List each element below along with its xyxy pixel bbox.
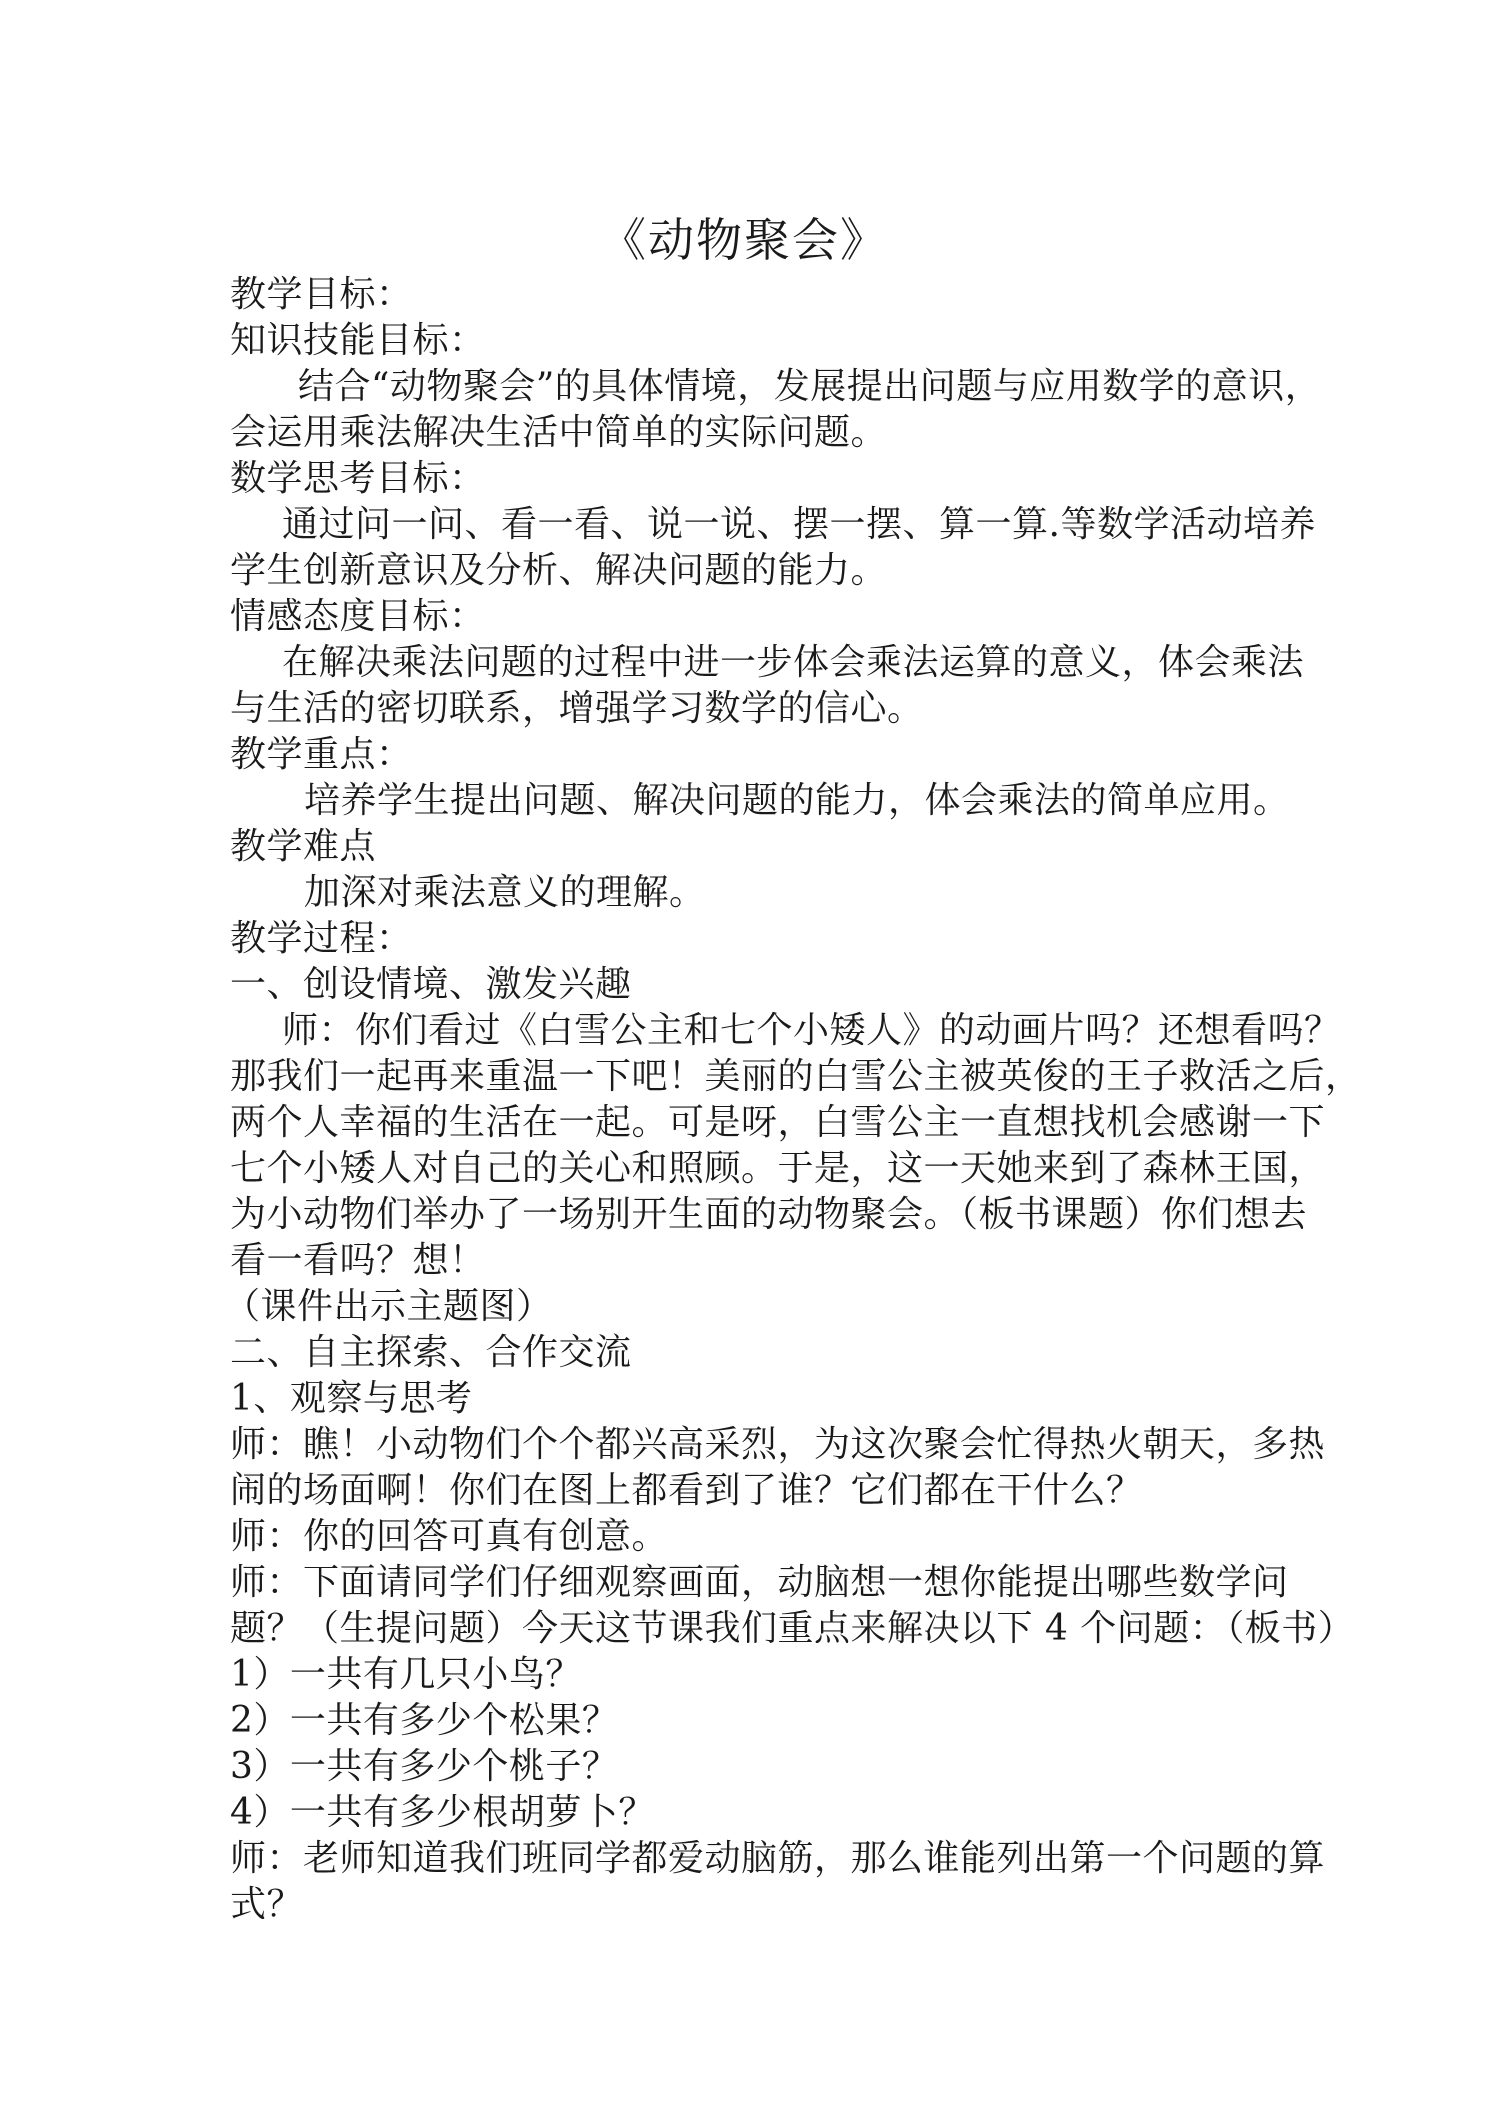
paragraph-line: 师：老师知道我们班同学都爱动脑筋，那么谁能列出第一个问题的算 <box>230 1838 1326 1879</box>
section-heading-1: 一、创设情境、激发兴趣 <box>230 964 632 1005</box>
paragraph-line: 题？（生提问题）今天这节课我们重点来解决以下 4 个问题：（板书） <box>230 1608 1355 1649</box>
heading-emotion-attitude-goals: 情感态度目标： <box>230 596 486 637</box>
paragraph-line: 加深对乘法意义的理解。 <box>304 872 706 913</box>
heading-teaching-goals: 教学目标： <box>230 274 413 315</box>
question-item: 4）一共有多少根胡萝卜？ <box>230 1792 655 1833</box>
paragraph-line: 师：你们看过《白雪公主和七个小矮人》的动画片吗？还想看吗？ <box>282 1010 1341 1051</box>
paragraph-line: 培养学生提出问题、解决问题的能力，体会乘法的简单应用。 <box>304 780 1290 821</box>
paragraph-line: 学生创新意识及分析、解决问题的能力。 <box>230 550 888 591</box>
paragraph-line: 与生活的密切联系，增强学习数学的信心。 <box>230 688 924 729</box>
question-item: 3）一共有多少个桃子？ <box>230 1746 619 1787</box>
paragraph-line: 师：瞧！小动物们个个都兴高采烈，为这次聚会忙得热火朝天，多热 <box>230 1424 1326 1465</box>
paragraph-line: 那我们一起再来重温一下吧！美丽的白雪公主被英俊的王子救活之后， <box>230 1056 1362 1097</box>
paragraph-line: 结合“动物聚会”的具体情境，发展提出问题与应用数学的意识， <box>298 366 1322 407</box>
paragraph-line: 通过问一问、看一看、说一说、摆一摆、算一算.等数学活动培养 <box>282 504 1316 545</box>
section-heading-2: 二、自主探索、合作交流 <box>230 1332 632 1373</box>
paragraph-line: （课件出示主题图） <box>224 1286 553 1327</box>
heading-teaching-focus: 教学重点： <box>230 734 413 775</box>
question-item: 1）一共有几只小鸟？ <box>230 1654 582 1695</box>
paragraph-line: 七个小矮人对自己的关心和照顾。于是，这一天她来到了森林王国， <box>230 1148 1326 1189</box>
paragraph-line: 两个人幸福的生活在一起。可是呀，白雪公主一直想找机会感谢一下 <box>230 1102 1326 1143</box>
heading-math-thinking-goals: 数学思考目标： <box>230 458 486 499</box>
heading-knowledge-skill-goals: 知识技能目标： <box>230 320 486 361</box>
document-body <box>224 272 1362 1928</box>
paragraph-line: 式？ <box>230 1884 304 1925</box>
paragraph-line: 看一看吗？想！ <box>230 1240 486 1281</box>
question-item: 2）一共有多少个松果？ <box>230 1700 619 1741</box>
paragraph-line: 在解决乘法问题的过程中进一步体会乘法运算的意义，体会乘法 <box>282 642 1305 683</box>
subsection-heading: 1、观察与思考 <box>230 1378 473 1419</box>
heading-teaching-difficulty: 教学难点 <box>230 826 377 867</box>
paragraph-line: 师：你的回答可真有创意。 <box>230 1516 669 1557</box>
paragraph-line: 为小动物们举办了一场别开生面的动物聚会。（板书课题）你们想去 <box>230 1194 1308 1235</box>
paragraph-line: 师：下面请同学们仔细观察画面，动脑想一想你能提出哪些数学问 <box>230 1562 1289 1603</box>
paragraph-line: 闹的场面啊！你们在图上都看到了谁？它们都在干什么？ <box>230 1470 1143 1511</box>
heading-teaching-process: 教学过程： <box>230 918 413 959</box>
document-title: 《动物聚会》 <box>600 213 888 267</box>
paragraph-line: 会运用乘法解决生活中简单的实际问题。 <box>230 412 888 453</box>
